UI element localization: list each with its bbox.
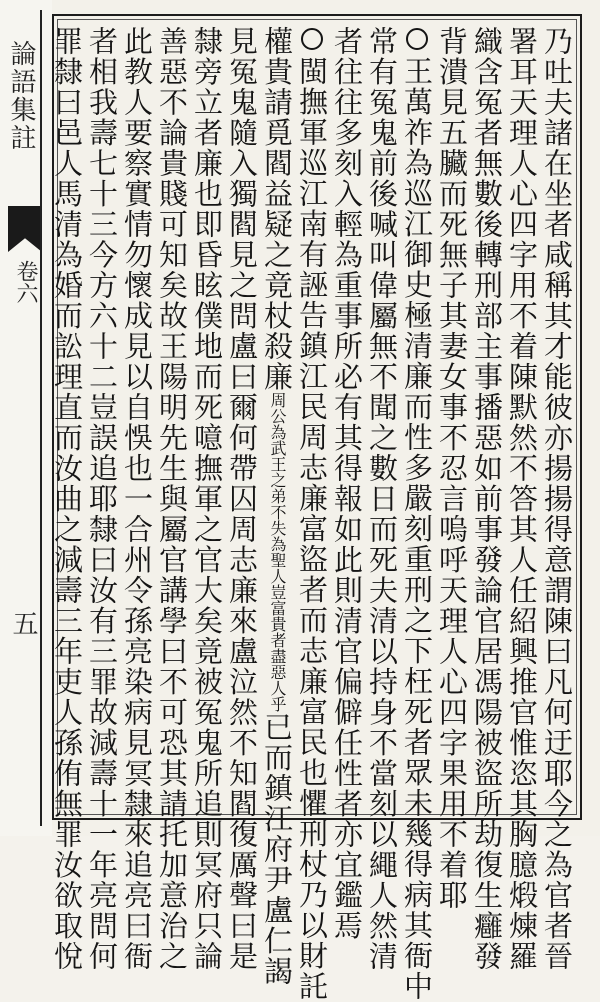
margin-rule bbox=[40, 10, 42, 826]
text-column: 權貴請覓閻益疑之竟杖殺廉周公為武王之弟不失為聖人豈富貴者盡惡人乎已而鎮江府尹盧仁謁 bbox=[260, 26, 294, 987]
text-column: 閩撫軍巡江南有誣告鎮江民周志廉富盜者而志廉富民也懼刑杖乃以財託 bbox=[294, 26, 329, 812]
text-column: 罪隸曰邑人馬清為婚而訟理直而汝曲之減壽三年吏人孫侑無罪汝欲取悅 bbox=[50, 26, 84, 972]
text-column: 隸旁立者廉也即昏眩僕地而死噫撫軍之官大矣竟被冤鬼所追則冥府只論 bbox=[190, 26, 224, 972]
text-column: 署耳天理人心四字用不着陳默然不答其人任紹興推官惟恣其胸臆煅煉羅 bbox=[505, 26, 539, 972]
book-margin bbox=[0, 0, 52, 836]
text-column: 善惡不論貴賤可知矣故王陽明先生與屬官講學曰不可恐其請托加意治之 bbox=[155, 26, 189, 972]
text-column: 見冤鬼隨入獨閻見之問盧曰爾何帶囚周志廉來盧泣然不知閻復厲聲曰是 bbox=[225, 26, 259, 972]
fish-tail-mark-icon bbox=[8, 206, 42, 252]
text-body bbox=[50, 26, 574, 1002]
margin-chapter-label: 卷六 bbox=[13, 260, 38, 304]
margin-book-title: 論語集註 bbox=[6, 40, 36, 152]
text-column: 乃吐夫諸在坐者咸稱其才能彼亦揚揚得意謂陳曰凡何迂耶今之為官者晉 bbox=[540, 26, 574, 972]
text-column: 背潰見五臟而死無子其妻女事不忍言嗚呼天理人心四字果用不着耶 bbox=[435, 26, 469, 911]
margin-page-number: 五 bbox=[8, 610, 38, 636]
interlinear-note: 周公為武王之弟不失為聖人豈富貴者盡惡人乎 bbox=[268, 392, 287, 712]
text-column: 者相我壽七十三今方六十二豈誤追耶隸曰汝有三罪故減壽十一年亮問何 bbox=[85, 26, 119, 972]
text-column: 織含冤者無數後轉刑部主事播惡如前事發論官居馮陽被盜所劫復生癰發 bbox=[470, 26, 504, 972]
text-column: 者往往多刻入輕為重事所必有其得報如此則清官偏僻任性者亦宜鑑焉 bbox=[330, 26, 364, 941]
circle-item-marker-icon bbox=[406, 28, 428, 50]
text-column: 王萬祚為巡江御史極清廉而性多嚴刻重刑之下枉死者眾未幾得病其衙中 bbox=[399, 26, 434, 812]
text-column: 常有冤鬼前後喊叫偉屬無不聞之數日而死夫清以持身不當刻以繩人然清 bbox=[365, 26, 399, 972]
text-column: 此教人要察實情勿懷成見以自悞也一合州令孫亮染病見冥隸來追亮曰衙 bbox=[120, 26, 154, 972]
circle-item-marker-icon bbox=[301, 28, 323, 50]
